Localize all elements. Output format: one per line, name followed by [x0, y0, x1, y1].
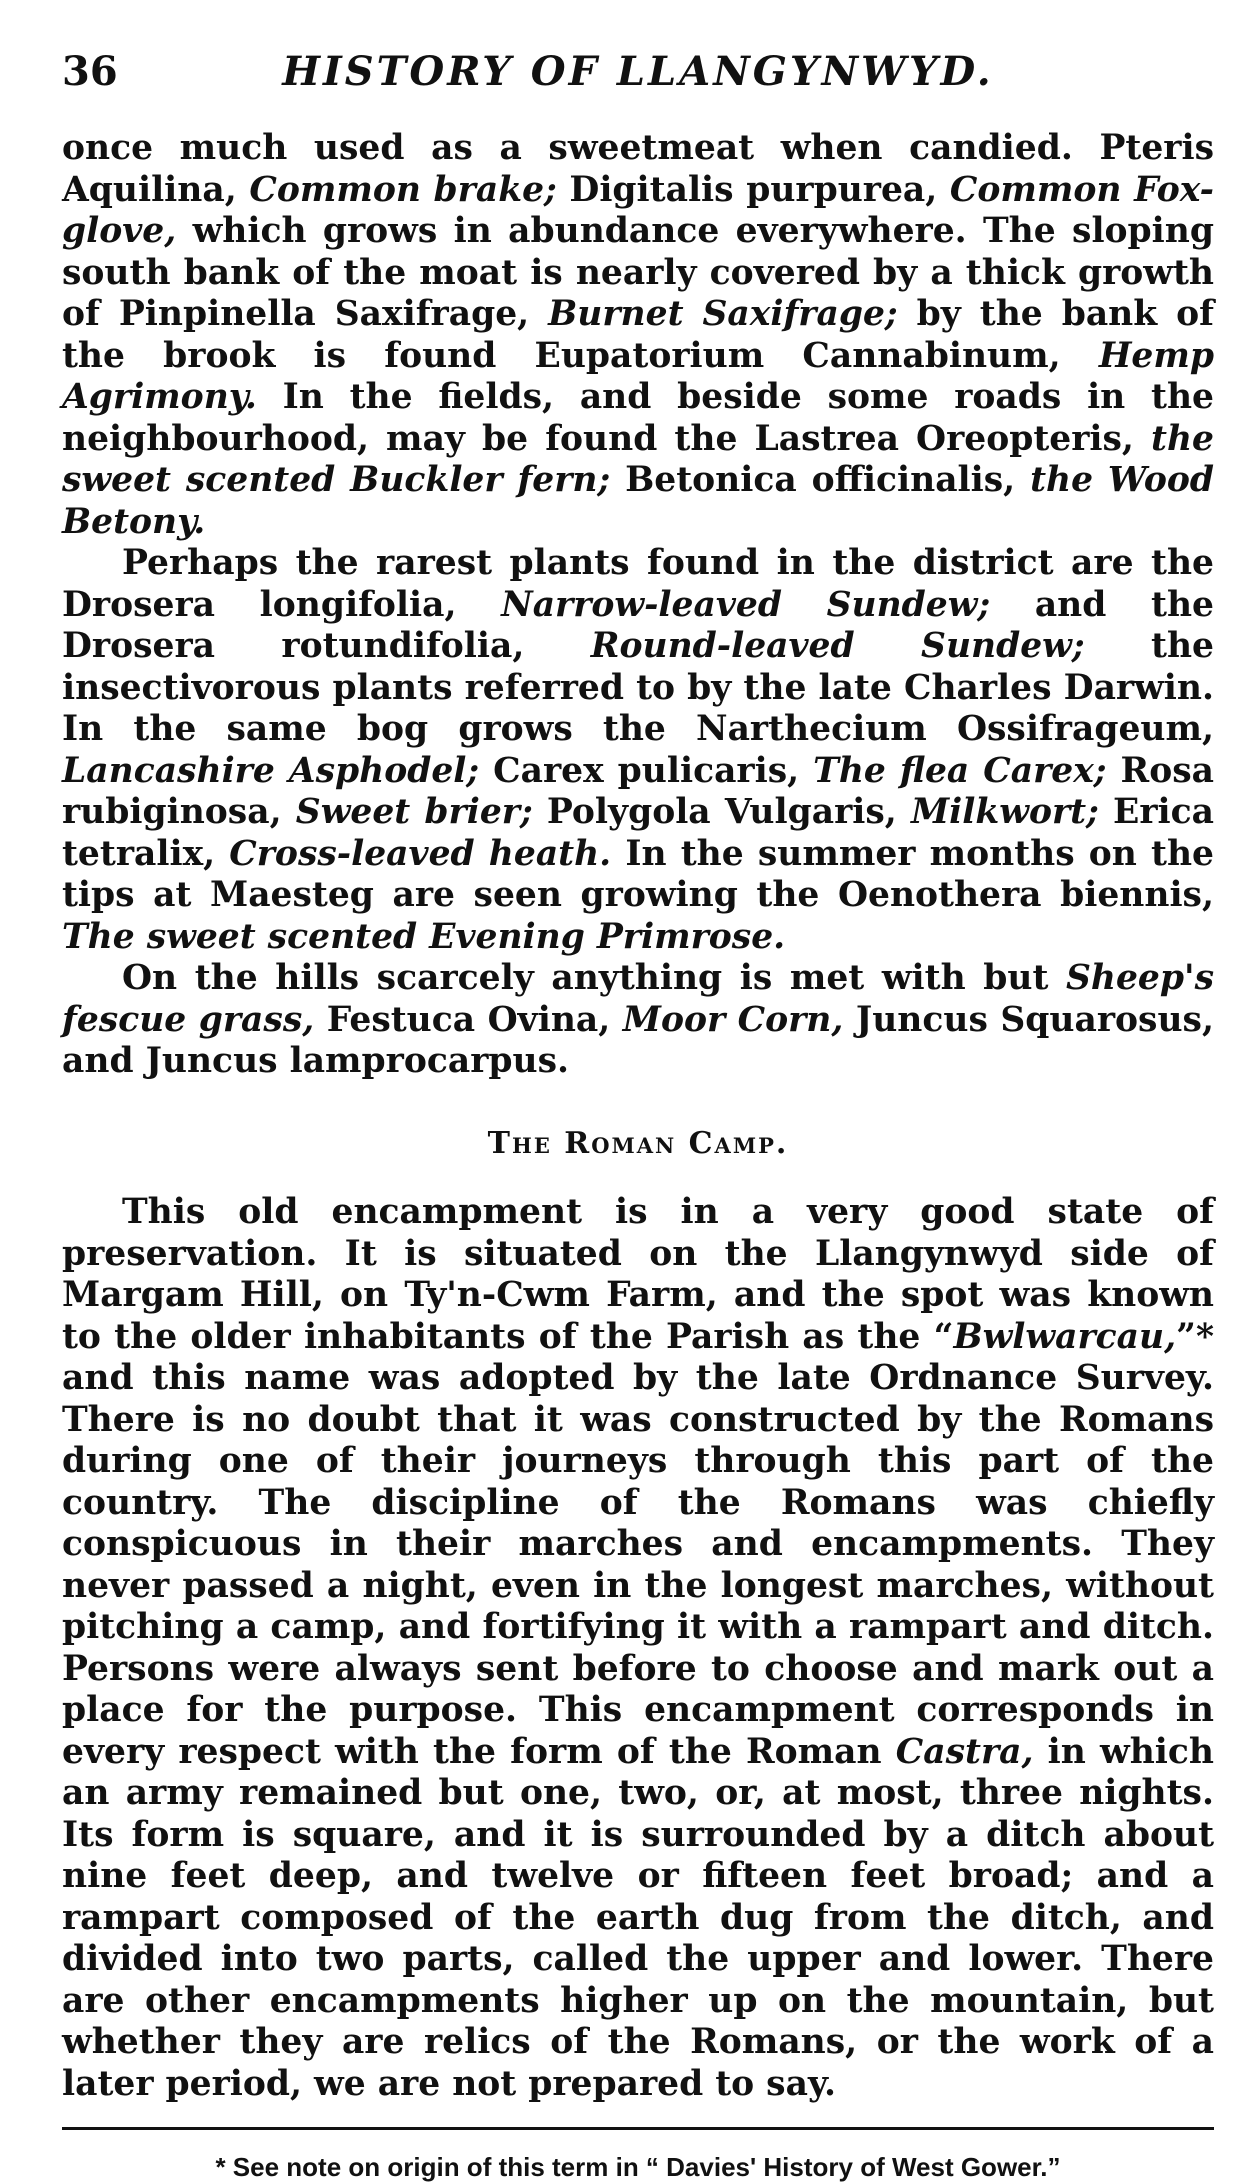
text-run: Juncus Squarosus, and Juncus lamprocarpus. [62, 999, 1214, 1081]
body-text [62, 128, 1214, 2105]
text-run: This old encampment is in a very good state of preservation. It is situated on the Llangynwyd side of Margam Hill, on Ty'n-Cwm Farm, and the spot was known to the older inhabitants of the Parish as the “ [62, 1192, 1214, 1357]
italic-run: The sweet scented Evening Primrose. [62, 916, 786, 957]
text-run: in which an army remained but one, two, or, at most, three nights. Its form is square, and it is surrounded by a ditch about nine feet deep, and twelve or fifteen feet broad; and a rampart composed of the earth dug from the ditch, and divided into two parts, called the upper and lower. There are other encampments higher up on the mountain, but whether they are relics of the Romans, or the work of a later period, we are not prepared to say. [62, 1731, 1214, 2104]
italic-run: Castra, [895, 1731, 1034, 1772]
text-run: ”* and this name was adopted by the late Ordnance Survey. There is no doubt that it was constructed by the Romans during one of their journeys through this part of the country. The discipline of the Romans was chiefly conspicuous in their marches and encampments. They never passed a night, even in the longest marches, without pitching a camp, and fortifying it with a rampart and ditch. Persons were always sent before to choose and mark out a place for the purpose. This encampment corresponds in every respect with the form of the Roman [62, 1316, 1214, 1772]
running-head [62, 40, 1214, 112]
page-number: 36 [62, 48, 118, 95]
text-run: Erica tetralix, [62, 792, 1214, 874]
italic-run: Hemp Agrimony. [62, 335, 1214, 417]
text-run: In the fields, and beside some roads in the neighbourhood, may be found the Lastrea Oreopteris, [62, 377, 1214, 459]
italic-run: Milkwort; [910, 792, 1099, 832]
italic-run: the sweet scented Buckler fern; [62, 418, 1214, 500]
italic-run: The flea Carex; [813, 750, 1107, 791]
text-run: On the hills scarcely anything is met with but [122, 958, 1066, 998]
running-title: HISTORY OF LLANGYNWYD. [282, 48, 994, 95]
text-run: Festuca Ovina, [314, 999, 623, 1040]
text-run: Digitalis purpurea, [556, 169, 950, 210]
italic-run: Bwlwarcau, [953, 1316, 1177, 1357]
paragraph-flora-1 [62, 128, 1214, 543]
text-run: by the bank of the brook is found Eupatorium Cannabinum, [62, 294, 1214, 376]
paragraph-flora-2 [62, 543, 1214, 958]
italic-run: Moor Corn, [622, 999, 844, 1040]
text-run: Perhaps the rarest plants found in the district are the Drosera longifolia, [62, 543, 1214, 625]
text-run: Rosa rubiginosa, [62, 750, 1214, 832]
text-run: In the summer months on the tips at Maesteg are seen growing the Oenothera biennis, [62, 833, 1214, 915]
text-run: once much used as a sweetmeat when candied. Pteris Aquilina, [62, 128, 1214, 210]
text-run: Betonica officinalis, [610, 460, 1031, 500]
text-run: the insectivorous plants referred to by the late Charles Darwin. In the same bog grows the Narthecium Ossifrageum, [62, 626, 1215, 749]
footnote: * See note on origin of this term in “ Davies' History of West Gower.” [215, 2152, 1061, 2182]
footnote-rule [62, 2127, 1214, 2130]
italic-run: Sheep's fescue grass, [62, 958, 1214, 1040]
paragraph-flora-3 [62, 958, 1214, 1083]
italic-run: Common brake; [249, 169, 557, 210]
italic-run: Sweet brier; [295, 792, 533, 832]
italic-run: Round-leaved Sundew; [590, 626, 1085, 666]
section-heading: The Roman Camp. [487, 1125, 789, 1161]
italic-run: Common Fox-glove, [62, 169, 1214, 251]
italic-run: Cross-leaved heath. [229, 833, 612, 874]
italic-run: the Wood Betony. [62, 460, 1214, 542]
text-run: Polygola Vulgaris, [532, 792, 911, 832]
italic-run: Burnet Saxifrage; [548, 294, 898, 334]
text-run: and the Drosera rotundifolia, [62, 584, 1214, 666]
text-run: which grows in abundance everywhere. The sloping south bank of the moat is nearly covered by a thick growth of Pinpinella Saxifrage, [62, 211, 1214, 334]
page [62, 40, 1214, 2183]
italic-run: Narrow-leaved Sundew; [501, 584, 991, 625]
italic-run: Lancashire Asphodel; [62, 750, 480, 791]
text-run: Carex pulicaris, [479, 750, 814, 791]
paragraph-roman-camp [62, 1192, 1214, 2105]
